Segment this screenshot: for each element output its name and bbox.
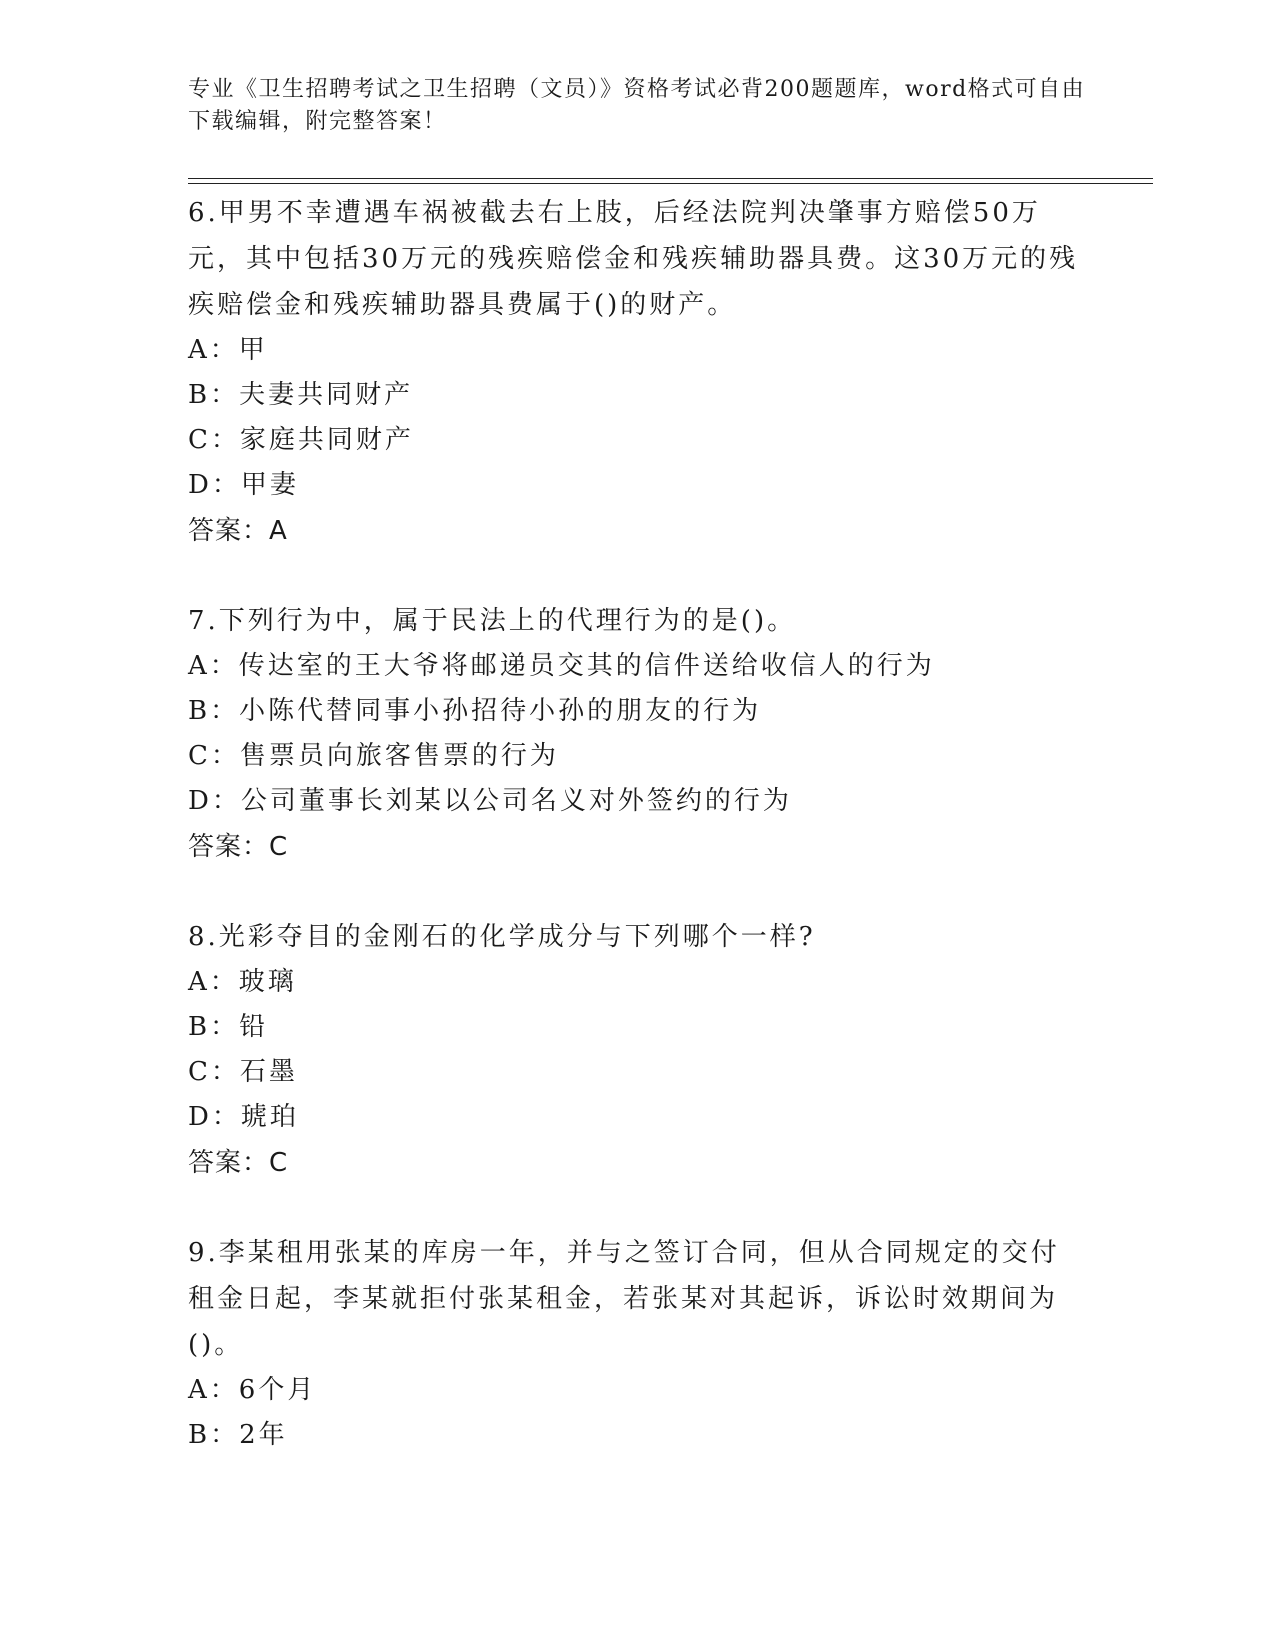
question-8 [188,914,1088,1186]
option-d: D：琥珀 [188,1102,299,1132]
question-stem: 8.光彩夺目的金刚石的化学成分与下列哪个一样? [188,922,816,952]
option-b: B：2年 [188,1420,288,1450]
question-list [188,190,1088,1502]
option-c: C：石墨 [188,1057,298,1087]
answer: 答案：C [188,832,289,862]
option-a: A：甲 [188,335,268,365]
option-c: C：家庭共同财产 [188,425,414,455]
option-d: D：公司董事长刘某以公司名义对外签约的行为 [188,786,792,816]
answer: 答案：A [188,516,288,546]
option-c: C：售票员向旅客售票的行为 [188,741,559,771]
question-stem: 6.甲男不幸遭遇车祸被截去右上肢，后经法院判决肇事方赔偿50万元，其中包括30万元的残疾赔偿金和残疾辅助器具费。这30万元的残疾赔偿金和残疾辅助器具费属于()的财产。 [188,198,1079,320]
answer: 答案：C [188,1148,289,1178]
header-divider-top [188,178,1153,179]
question-7 [188,598,1088,870]
option-a: A：6个月 [188,1375,317,1405]
option-a: A：玻璃 [188,967,297,997]
option-a: A：传达室的王大爷将邮递员交其的信件送给收信人的行为 [188,651,935,681]
option-b: B：铅 [188,1012,269,1042]
option-d: D：甲妻 [188,470,299,500]
question-9 [188,1230,1088,1458]
option-b: B：夫妻共同财产 [188,380,414,410]
option-b: B：小陈代替同事小孙招待小孙的朋友的行为 [188,696,762,726]
question-6 [188,190,1088,554]
document-header: 专业《卫生招聘考试之卫生招聘（文员）》资格考试必背200题题库，word格式可自由下载编辑，附完整答案！ [188,77,1086,134]
question-stem: 9.李某租用张某的库房一年，并与之签订合同，但从合同规定的交付租金日起，李某就拒付张某租金，若张某对其起诉，诉讼时效期间为()。 [188,1238,1060,1360]
header-divider-bottom [188,183,1153,184]
question-stem: 7.下列行为中，属于民法上的代理行为的是()。 [188,606,797,636]
